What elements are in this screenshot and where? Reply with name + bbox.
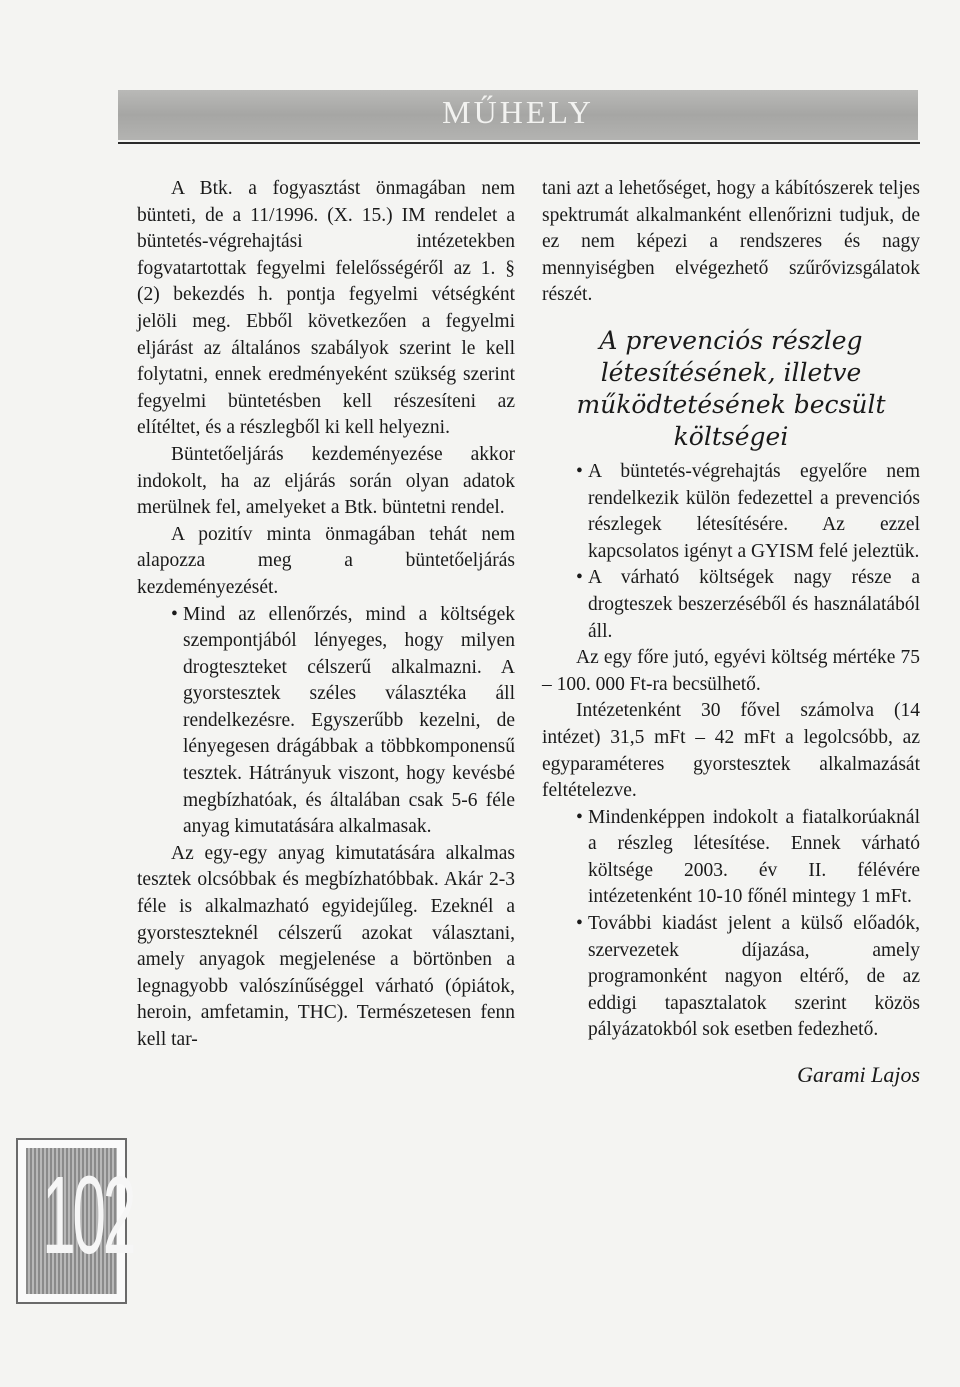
paragraph: Intézetenként 30 fővel számolva (14 intézet) 31,5 mFt – 42 mFt a legolcsóbb, az egyparaméteres gyorstesztek alkalmazását feltételezve. <box>542 700 920 802</box>
bullet-icon: • <box>576 806 583 828</box>
bullet-item <box>542 565 920 645</box>
bullet-item <box>542 911 920 1044</box>
paragraph: Büntetőeljárás kezdeményezése akkor indokolt, ha az eljárás során olyan adatok merülnek fel, amelyeket a Btk. büntetni rendel. <box>137 443 515 519</box>
page-number-box <box>16 1138 134 1304</box>
bullet-text: A várható költségek nagy része a drogteszek beszerzéséből és használatából áll. <box>588 567 920 642</box>
paragraph: A pozitív minta önmagában tehát nem alapozza meg a büntetőeljárás kezdeményezését. <box>137 523 515 598</box>
bullet-item <box>137 602 515 841</box>
paragraph: tani azt a lehetőséget, hogy a kábítószerek teljes spektrumát alkalmanként ellenőrizni tudjuk, de ez nem képezi a rendszeres és nagy mennyiségben elvégezhető szűrővizsgálatok részét. <box>542 178 920 306</box>
bullet-item <box>542 459 920 565</box>
bullet-item <box>542 805 920 911</box>
bullet-text: Mind az ellenőrzés, mind a költségek szempontjából lényeges, hogy milyen drogteszteket célszerű alkalmazni. A gyorstesztek széles választéka áll rendelkezésre. Egyszerűbb kezelni, de lényegesen drágábbak a többkomponensű tesztek. Hátrányuk viszont, hogy kevésbé megbízhatóak, és általában csak 5-6 féle anyag kimutatására alkalmasak. <box>183 603 515 838</box>
bullet-icon: • <box>171 603 178 625</box>
bullet-icon: • <box>576 460 583 482</box>
bullet-icon: • <box>576 567 583 589</box>
paragraph: A Btk. a fogyasztást önmagában nem bünteti, de a 11/1996. (X. 15.) IM rendelet a büntetés-végrehajtási intézetekben fogvatartottak fegyelmi felelősségéről az 1. § (2) bekezdés h. pontja fegyelmi vétségként jelöli meg. Ebből következően a fegyelmi eljárást az általános szabályok szerint le kell folytatni, ennek eredményeként szükség szerint fegyelmi büntetésben kell részesíteni az elítéltet, és a részlegből ki kell helyezni. <box>137 178 515 439</box>
bullet-icon: • <box>576 913 583 935</box>
bullet-text: A büntetés-végrehajtás egyelőre nem rendelkezik külön fedezettel a prevenciós részlegek létesítésére. Az ezzel kapcsolatos igényt a GYISM felé jeleztük. <box>588 460 920 562</box>
page-number: 102 <box>42 1154 134 1277</box>
subheading: A prevenciós részleg létesítésének, illetve működtetésének becsült költségei <box>576 325 886 451</box>
bullet-text: További kiadást jelent a külső előadók, szervezetek díjazása, amely programonként nagyon eltérő, de az eddigi tapasztalatok szerint közös pályázatokból sok esetben fedezhető. <box>588 913 920 1041</box>
paragraph: Az egy-egy anyag kimutatására alkalmas tesztek olcsóbbak és megbízhatóbbak. Akár 2-3 féle is alkalmazható egyidejűleg. Ezeknél a gyorsteszteknél célszerű azokat választani, amely anyagok megjelenése a börtönben a legnagyobb valószínűséggel várható (ópiátok, heroin, amfetamin, THC). Természetesen fenn kell tar- <box>137 842 515 1050</box>
right-column <box>542 176 920 1089</box>
paragraph: Az egy főre jutó, egyévi költség mértéke 75 – 100. 000 Ft-ra becsülhető. <box>542 647 920 695</box>
section-title: MŰHELY <box>442 94 594 130</box>
header-rule <box>118 142 920 144</box>
section-header-band <box>118 90 918 140</box>
author-signature: Garami Lajos <box>797 1062 920 1088</box>
bullet-text: Mindenképpen indokolt a fiatalkorúaknál a részleg létesítése. Ennek várható költsége 2003. év II. félévére intézetenként 10-10 főnél mintegy 1 mFt. <box>588 806 920 908</box>
left-column <box>137 176 515 1054</box>
